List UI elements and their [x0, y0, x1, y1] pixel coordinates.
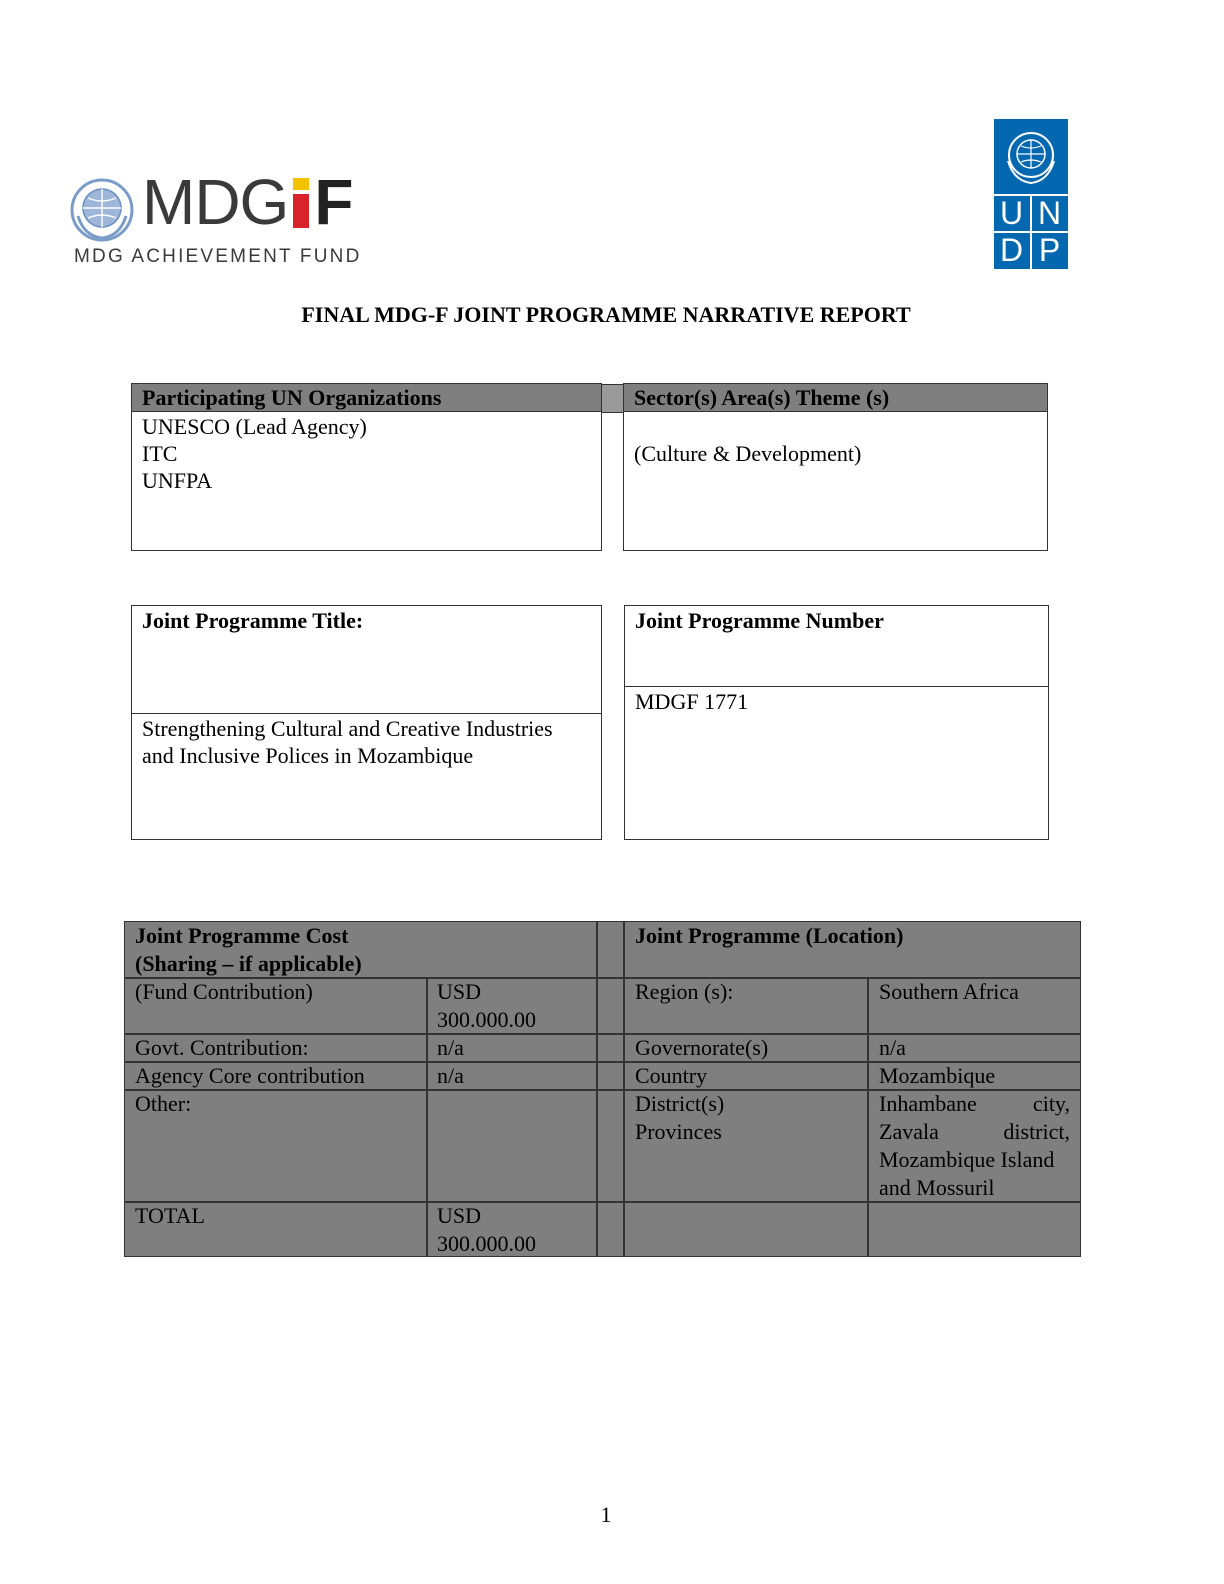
cost-label: (Fund Contribution)	[135, 979, 313, 1004]
sector-box	[623, 383, 1048, 551]
programme-number-box	[624, 605, 1049, 840]
cost-value-line: USD	[437, 1203, 482, 1228]
mdgf-wordmark: MDG F	[142, 166, 353, 238]
un-emblem-icon	[70, 178, 134, 242]
undp-letter-p: P	[1038, 232, 1061, 268]
programme-number-header: Joint Programme Number	[625, 606, 1048, 687]
cost-label: Other:	[135, 1091, 192, 1116]
organization-item: UNFPA	[142, 468, 213, 493]
sector-value: (Culture & Development)	[634, 441, 862, 466]
cost-header	[125, 922, 595, 978]
location-value-line: and Mossuril	[879, 1175, 995, 1200]
undp-letter-u: U	[999, 195, 1024, 231]
location-value: Southern Africa	[879, 979, 1019, 1004]
programme-title-value	[132, 714, 601, 771]
cost-total-value	[427, 1202, 596, 1258]
cost-header-line: Joint Programme Cost	[135, 923, 349, 948]
organizations-header: Participating UN Organizations	[132, 384, 601, 412]
sector-header: Sector(s) Area(s) Theme (s)	[624, 384, 1047, 412]
organization-item: ITC	[142, 441, 178, 466]
cost-label: Agency Core contribution	[135, 1063, 365, 1088]
programme-title-box	[131, 605, 602, 840]
programme-title-line: and Inclusive Polices in Mozambique	[142, 743, 474, 768]
mdgf-tagline: MDG ACHIEVEMENT FUND	[74, 246, 362, 267]
undp-letter-d: D	[999, 232, 1024, 268]
cost-value: n/a	[437, 1063, 464, 1088]
undp-logo	[994, 119, 1068, 269]
cost-total-label: TOTAL	[135, 1203, 205, 1228]
page-number: 1	[600, 1502, 612, 1527]
location-header: Joint Programme (Location)	[635, 923, 904, 948]
location-value: n/a	[879, 1035, 906, 1060]
location-value-line: Zavala district,	[879, 1119, 1070, 1144]
mdgf-logo	[70, 166, 380, 272]
cost-value-line: 300.000.00	[437, 1231, 536, 1256]
location-value-line: Inhambane city,	[879, 1091, 1070, 1116]
programme-number-value: MDGF 1771	[635, 689, 749, 714]
mdgf-exclamation-mark	[290, 178, 312, 228]
location-label-line: District(s)	[635, 1091, 725, 1116]
cost-value: n/a	[437, 1035, 464, 1060]
cost-header-line: (Sharing – if applicable)	[135, 951, 362, 976]
location-label-line: Provinces	[635, 1119, 722, 1144]
location-value: Mozambique	[879, 1063, 996, 1088]
location-value	[869, 1090, 1080, 1202]
cost-value	[427, 978, 596, 1034]
cost-value-line: USD	[437, 979, 482, 1004]
location-label	[625, 1090, 867, 1146]
report-title: FINAL MDG-F JOINT PROGRAMME NARRATIVE REPORT	[301, 302, 911, 327]
cost-value-line: 300.000.00	[437, 1007, 536, 1032]
cost-location-table	[124, 921, 1081, 1257]
organization-item: UNESCO (Lead Agency)	[142, 414, 367, 439]
un-emblem-icon	[994, 119, 1068, 193]
location-value-line: Mozambique Island	[879, 1147, 1055, 1172]
organizations-box	[131, 383, 602, 551]
cost-label: Govt. Contribution:	[135, 1035, 309, 1060]
location-label: Governorate(s)	[635, 1035, 769, 1060]
organizations-list	[132, 412, 601, 496]
location-label: Region (s):	[635, 979, 734, 1004]
programme-title-header: Joint Programme Title:	[132, 606, 601, 714]
header-gap-shade	[602, 384, 624, 413]
programme-title-line: Strengthening Cultural and Creative Industries	[142, 716, 553, 741]
undp-letter-n: N	[1037, 195, 1062, 231]
location-label: Country	[635, 1063, 708, 1088]
